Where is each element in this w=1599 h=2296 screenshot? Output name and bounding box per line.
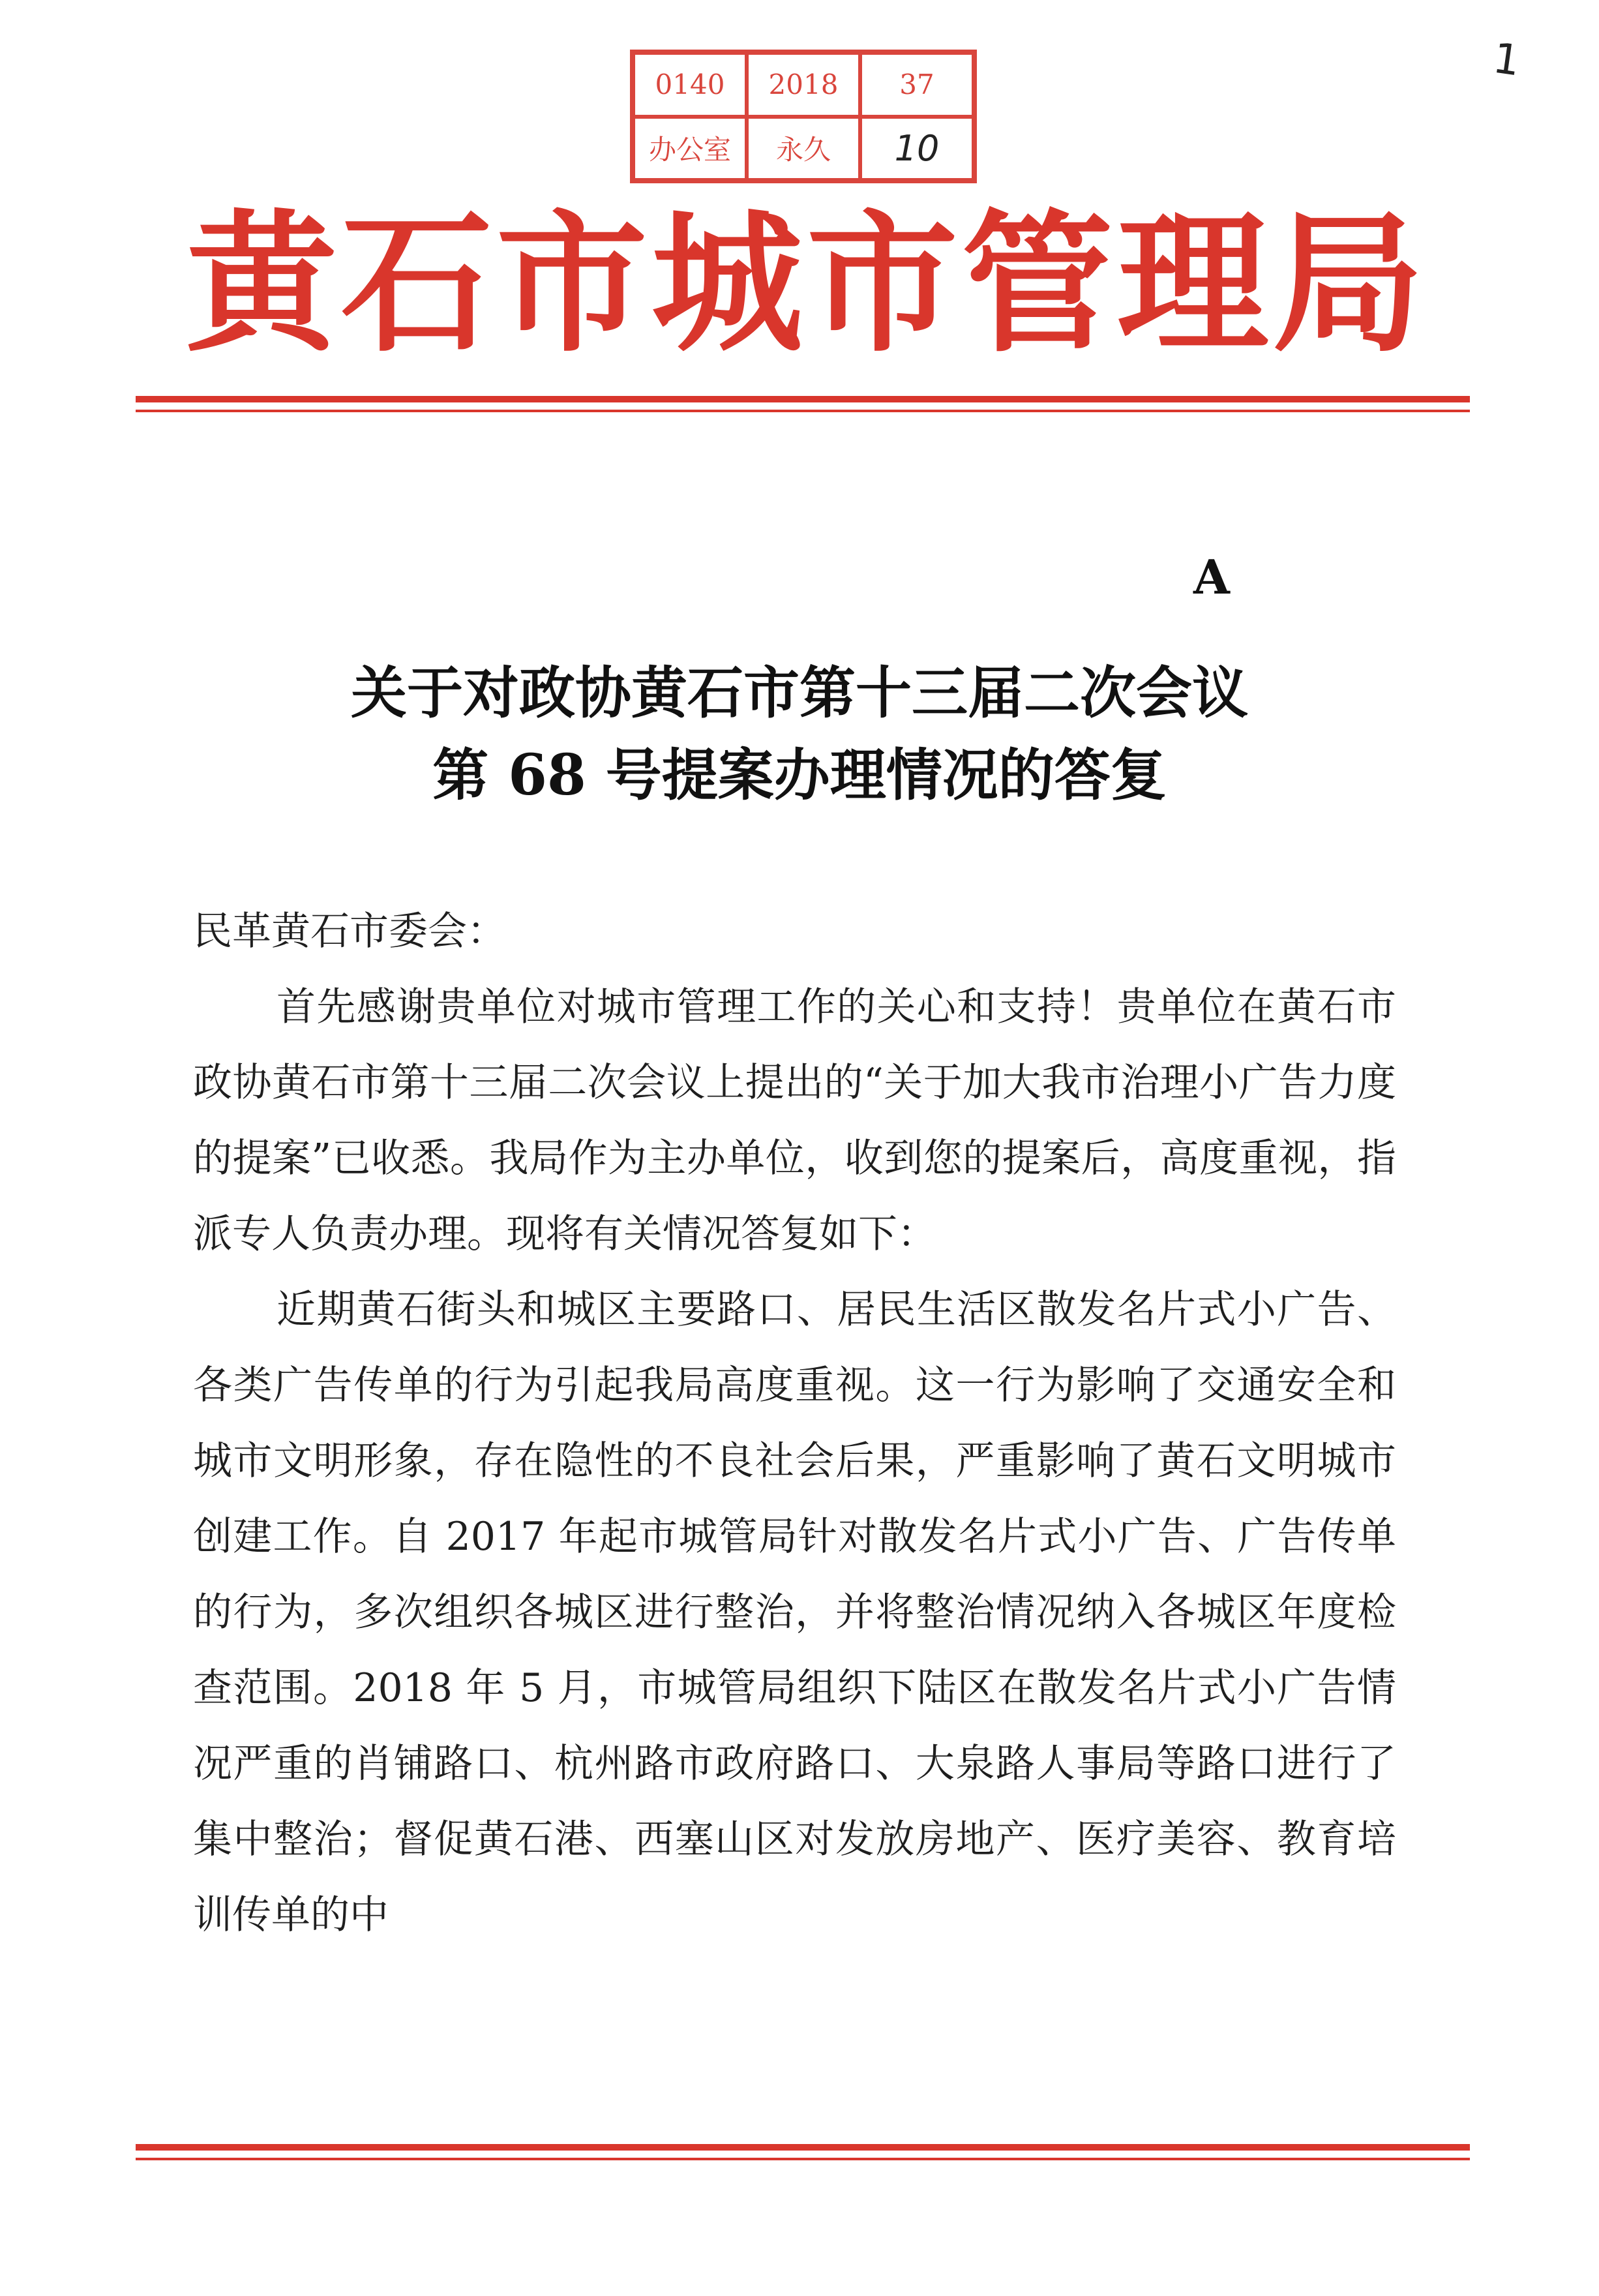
letterhead-divider-thick [136,396,1470,402]
letterhead-divider-thin [136,410,1470,412]
stamp-retention: 永久 [747,117,860,181]
document-body [193,894,1396,1953]
paragraph-1: 首先感谢贵单位对城市管理工作的关心和支持！贵单位在黄石市政协黄石市第十三届二次会议上提出的“关于加大我市治理小广告力度的提案”已收悉。我局作为主办单位，收到您的提案后，高度重视，指派专人负责办理。现将有关情况答复如下： [193,984,1397,1257]
handwritten-page-number: 1 [1490,34,1523,86]
stamp-item-number: 37 [860,53,974,117]
stamp-fonds-number: 0140 [633,53,747,117]
title-line-1: 关于对政协黄石市第十三届二次会议 [351,660,1248,726]
letterhead-org-name: 黄石市城市管理局 [185,194,1427,372]
document-title [196,652,1403,817]
paragraph-2: 近期黄石街头和城区主要路口、居民生活区散发名片式小广告、各类广告传单的行为引起我局高度重视。这一行为影响了交通安全和城市文明形象，存在隐性的不良社会后果，严重影响了黄石文明城市创建工作。自 2017 年起市城管局针对散发名片式小广告、广告传单的行为，多次组织各城区进行整治，并将整治情况纳入各城区年度检查范围。2018 年 5 月，市城管局组织下陆区在散发名片式小广告情况严重的肖铺路口、杭州路市政府路口、大泉路人事局等路口进行了集中整治；督促黄石港、西塞山区对发放房地产、医疗美容、教育培训传单的中 [193,1287,1396,1938]
footer-divider-thick [136,2144,1470,2151]
stamp-year: 2018 [747,53,860,117]
footer-divider-thin [136,2158,1470,2160]
stamp-page-count: 10 [860,117,974,181]
archive-stamp [630,50,977,183]
title-line-2: 第 68 号提案办理情况的答复 [432,742,1167,808]
reply-grade: A [1193,549,1230,605]
salutation: 民革黄石市委会： [193,909,506,954]
stamp-office: 办公室 [633,117,747,181]
